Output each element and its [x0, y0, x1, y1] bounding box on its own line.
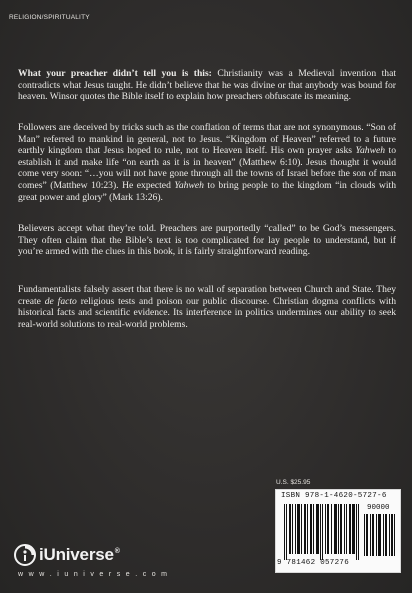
price-label: U.S. $25.95 — [276, 479, 311, 486]
ean-barcode-bars — [284, 504, 362, 560]
publisher-name-text: iUniverse — [39, 545, 114, 564]
blurb-paragraph-2 — [18, 122, 396, 203]
blurb-text: Followers are deceived by tricks such as the conflation of terms that are not synonymous. “Son of Man” referred to mankind in general, not to Jesus. “Kingdom of Heaven” referred to a future earthly kingdom that Jesus hoped to rule, not to Heaven itself. His own prayer asks — [18, 122, 396, 157]
blurb-text: Christianity was a Medieval invention that contradicts what Jesus taught. He didn’t believe that he was divine or that anybody was bound for heaven. Winsor quotes the Bible itself to explain how preachers obfuscate its meaning. — [18, 68, 396, 103]
blurb-text: to establish it and make life “on earth as it is in heaven” (Matthew 6:10). Jesus thought it would come very soon: “…you will not have gone through all the towns of Israel before the son of man comes” (Matthew 10:23). He expected — [18, 145, 396, 191]
category-label: RELIGION/SPIRITUALITY — [9, 14, 90, 21]
blurb-italic: Yahweh — [174, 179, 204, 191]
blurb-text: religious tests and poison our public discourse. Christian dogma conflicts with historical facts and scientific evidence. Its interference in politics undermines our ability to seek real-world solutions to real-world problems. — [18, 295, 397, 330]
publisher-name — [39, 545, 120, 565]
addon-number: 90000 — [367, 504, 390, 512]
blurb-paragraph-4 — [18, 284, 396, 330]
blurb-lead: What your preacher didn’t tell you is this: — [18, 68, 212, 79]
barcode — [275, 489, 401, 573]
ean-digits: 9 781462 057276 — [277, 559, 350, 567]
blurb-text: Believers accept what they’re told. Preachers are purportedly “called” to be God’s messengers. They often claim that the Bible’s text is too complicated for lay people to understand, but if you’re armed with the clues in this book, it is fairly straightforward reading. — [18, 223, 396, 258]
addon-barcode-bars — [364, 514, 396, 556]
publisher-url: w w w . i u n i v e r s e . c o m — [18, 571, 169, 578]
publisher-logo — [14, 544, 120, 566]
registered-mark-icon: ® — [114, 548, 120, 556]
blurb-italic: Yahweh — [355, 145, 386, 157]
blurb-text: to bring people to the kingdom “in clouds with great power and glory” (Mark 13:26). — [18, 179, 396, 203]
blurb-paragraph-3 — [18, 223, 396, 258]
blurb-text: Fundamentalists falsely assert that there is no wall of separation between Church and State. They create — [18, 284, 396, 307]
blurb-italic: de facto — [44, 295, 77, 307]
blurb-paragraph-1 — [18, 68, 396, 103]
isbn-text: ISBN 978-1-4620-5727-6 — [281, 492, 387, 500]
iuniverse-swirl-icon — [14, 544, 36, 566]
